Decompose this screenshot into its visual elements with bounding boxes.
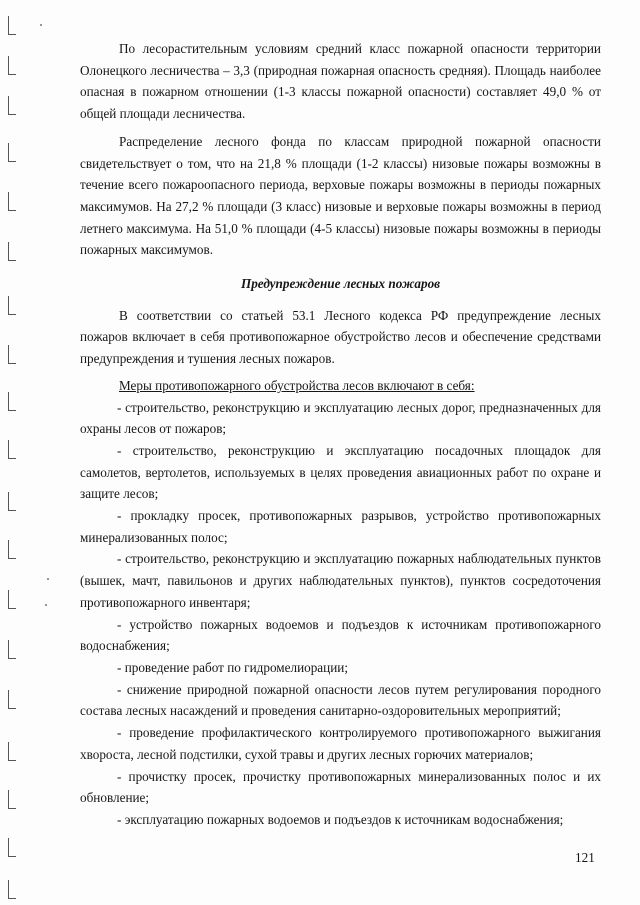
measures-heading bbox=[80, 375, 601, 397]
binding-mark bbox=[8, 16, 16, 35]
binding-mark bbox=[8, 296, 16, 315]
binding-mark bbox=[8, 880, 16, 899]
binding-mark bbox=[8, 540, 16, 559]
scan-speck bbox=[40, 24, 42, 26]
intro-paragraph: Распределение лесного фонда по классам природной пожарной опасности свидетельствует о том, что на 21,8 % площади (1-2 классы) низовые пожары возможны в течение всего пожароопасного периода, верховые пожары возможны в периоды пожарных максимумов. На 27,2 % площади (3 класс) низовые и верховые пожары возможны в период летнего максимума. На 51,0 % площади (4-5 классы) низовые пожары возможны в периоды пожарных максимумов. bbox=[80, 133, 601, 258]
measure-item: - прочистку просек, прочистку противопожарных минерализованных полос и их обновление; bbox=[80, 768, 601, 806]
binding-mark bbox=[8, 345, 16, 364]
section-title: Предупреждение лесных пожаров bbox=[240, 276, 441, 292]
binding-mark bbox=[8, 590, 16, 609]
binding-mark bbox=[8, 790, 16, 809]
measure-item: - снижение природной пожарной опасности лесов путем регулирования породного состава лесных насаждений и проведения санитарно-оздоровительных мероприятий; bbox=[80, 681, 601, 719]
measure-item: - проведение профилактического контролируемого противопожарного выжигания хвороста, лесной подстилки, сухой травы и других лесных горючих материалов; bbox=[80, 725, 601, 762]
binding-mark bbox=[8, 192, 16, 211]
measure-item: - проведение работ по гидромелиорации; bbox=[117, 659, 348, 675]
binding-edge-marks bbox=[0, 0, 30, 905]
page-number: 121 bbox=[575, 850, 595, 865]
binding-mark bbox=[8, 742, 16, 761]
binding-mark bbox=[8, 640, 16, 659]
measure-item: - строительство, реконструкцию и эксплуатацию посадочных площадок для самолетов, вертолетов, используемых в целях проведения авиационных работ по охране и защите лесов; bbox=[80, 442, 601, 502]
measure-item: - строительство, реконструкцию и эксплуатацию лесных дорог, предназначенных для охраны лесов от пожаров; bbox=[80, 399, 601, 437]
binding-mark bbox=[8, 440, 16, 459]
scan-speck bbox=[45, 604, 47, 606]
measure-item: - эксплуатацию пожарных водоемов и подъездов к источникам водоснабжения; bbox=[117, 811, 564, 827]
binding-mark bbox=[8, 838, 16, 857]
document-body bbox=[80, 38, 601, 831]
scan-speck bbox=[47, 578, 49, 580]
measure-item: - строительство, реконструкцию и эксплуатацию пожарных наблюдательных пунктов (вышек, мачт, павильонов и других наблюдательных пунктов), пунктов сосредоточения противопожарного инвентаря; bbox=[80, 551, 601, 610]
intro-paragraph: По лесорастительным условиям средний класс пожарной опасности территории Олонецкого лесничества – 3,3 (природная пожарная опасность средняя). Площадь наиболее опасная в пожарном отношении (1-3 классы пожарной опасности) составляет 49,0 % от общей площади лесничества. bbox=[80, 41, 601, 122]
binding-mark bbox=[8, 492, 16, 511]
binding-mark bbox=[8, 143, 16, 162]
measures-heading-text: Меры противопожарного обустройства лесов включают в себя: bbox=[119, 377, 475, 393]
binding-mark bbox=[8, 242, 16, 261]
binding-mark bbox=[8, 690, 16, 709]
section-intro-paragraph: В соответствии со статьей 53.1 Лесного кодекса РФ предупреждение лесных пожаров включает в себя противопожарное обустройство лесов и обеспечение средствами предупреждения и тушения лесных пожаров. bbox=[80, 307, 601, 367]
measure-item: - прокладку просек, противопожарных разрывов, устройство противопожарных минерализованных полос; bbox=[80, 508, 601, 545]
binding-mark bbox=[8, 56, 16, 75]
measure-item: - устройство пожарных водоемов и подъездов к источникам противопожарного водоснабжения; bbox=[80, 616, 601, 654]
binding-mark bbox=[8, 392, 16, 411]
binding-mark bbox=[8, 96, 16, 115]
